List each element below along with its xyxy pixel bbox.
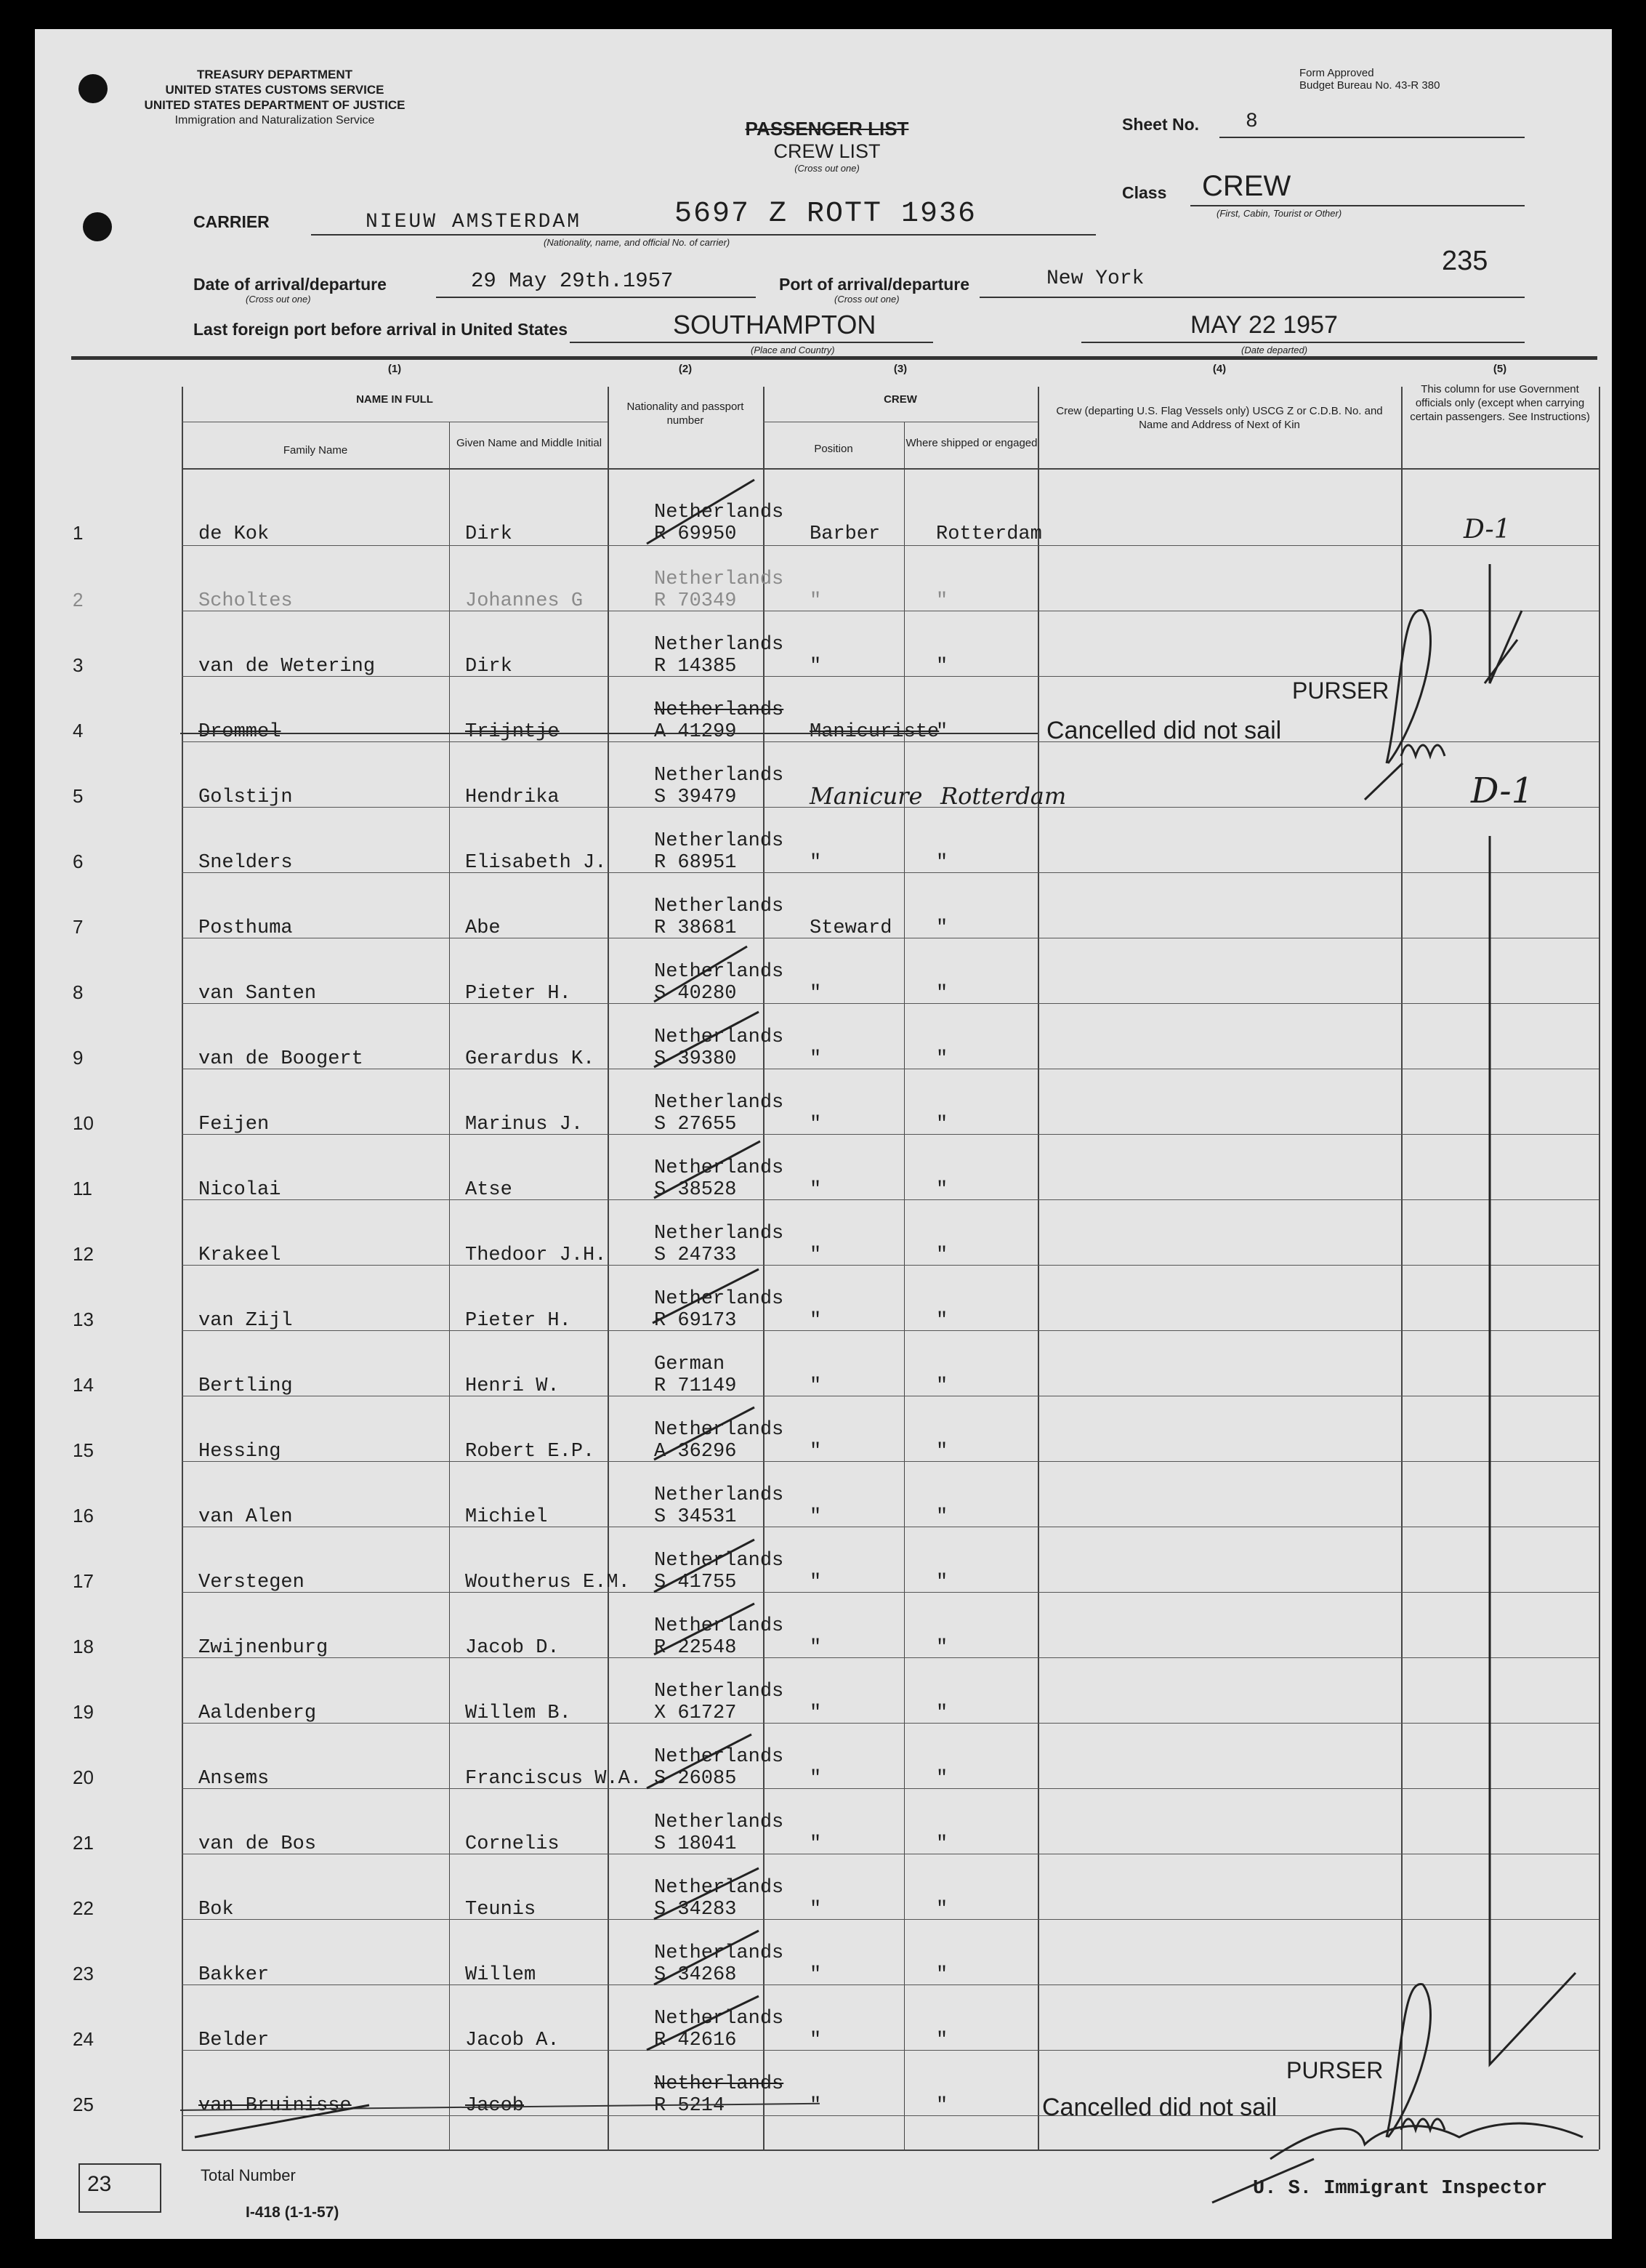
handwritten-strokes [35,29,1612,2239]
sheet-number: 8 [1246,110,1258,133]
agency-block: TREASURY DEPARTMENT UNITED STATES CUSTOMS SERVICE UNITED STATES DEPARTMENT OF JUSTICE Immigration and Naturalization Service [144,68,406,126]
port-label: Port of arrival/departure [779,275,970,294]
arrival-date: 29 May 29th.1957 [471,269,674,293]
column-header-kin: Crew (departing U.S. Flag Vessels only) USCG Z or C.D.B. No. and Name and Address of Next of Kin [1056,405,1383,431]
page-number: 235 [1442,246,1488,276]
carrier-label: CARRIER [193,212,270,231]
date-label: Date of arrival/departure [193,275,387,294]
carrier-name: NIEUW AMSTERDAM [366,211,582,233]
column-number: (1) [387,363,402,375]
class-label: Class [1122,183,1167,202]
cancelled-note: Cancelled did not sail [1046,717,1282,744]
column-header-shipped: Where shipped or engaged [905,437,1038,449]
purser-stamp: PURSER [1292,677,1389,704]
last-port: SOUTHAMPTON [673,310,876,339]
column-header-given: Given Name and Middle Initial [456,437,602,449]
total-value: 23 [87,2172,112,2196]
form-code: I-418 (1-1-57) [246,2204,339,2221]
list-title: PASSENGER LIST CREW LIST (Cross out one) [745,118,909,174]
column-number: (2) [678,363,693,375]
class-value: CREW [1202,170,1291,202]
arrival-port: New York [1046,268,1145,290]
total-label: Total Number [201,2166,296,2184]
column-header-name: NAME IN FULL [356,393,433,406]
handwritten-mark: D-1 [1464,515,1511,544]
column-header-crew: CREW [884,393,917,406]
column-header-officials: This column for use Government officials only (except when carrying certain passengers. See Instructions) [1410,383,1590,423]
sheet-label: Sheet No. [1122,115,1200,134]
column-header-nationality: Nationality and passport number [626,401,744,427]
cancelled-note: Cancelled did not sail [1042,2094,1278,2121]
handwritten-mark: D-1 [1471,771,1534,811]
document-page: TREASURY DEPARTMENT UNITED STATES CUSTOMS SERVICE UNITED STATES DEPARTMENT OF JUSTICE Immigration and Naturalization Service Form Approved Budget Bureau No. 43-R 380 PASSENGER LIST CREW LIST (Cross out one) Sheet No. 8 Class CREW (First, Cabin, Tourist or Other) CARRIER NIEUW AMSTERDAM 5697 Z ROTT 1936 (Nationality, name, and official No. of carrier) Date of arrival/departure (Cross out one) 29 May 29th.1957 Port of arrival/departure (Cross out one) New York 235 Last foreign port before arrival in United States SOUTHAMPTON (Place and Country) MAY 22 1957 (Date departed) (1) NAME IN FULL Family Name Given Name and Middle Initial (2) Nationality and passport number (3) CREW Position Where shipped or engaged (4) Crew (departing U.S. Flag Vessels only) USCG Z or C.D.B. No. and Name and Address of Next of Kin (5) This column for use Government officials only (except when carrying certain passengers. See Instructions) 1 de Kok Dirk Netherlands R 69950 Barber Rotterdam 2 Scholtes Johannes G Netherlands R 70349 " " 3 van de Wetering Dirk Netherlands R 14385 " " 4 Drommel Trijntje Netherlands A 41299 Manicuriste " 5 Golstijn Hendrika Netherlands S 39479 Manicure Rotterdam 6 Snelders Elisabeth J. Netherlands R 68951 " " 7 Posthuma Abe Netherlands R 38681 Steward " 8 van Santen Pieter H. Netherlands S 40280 " " 9 van de Boogert Gerardus K. Netherlands S 39380 " " 10 Feijen Marinus J. Netherlands S 27655 " " 11 Nicolai Atse Netherlands S 38528 " " 12 Krakeel Thedoor J.H. Netherlands S 24733 " " 13 van Zijl Pieter H. Netherlands R 69173 " " 14 Bertling Henri W. German R 71149 " " 15 Hessing Robert E.P. Netherlands A 36296 " " 16 van Alen Michiel Netherlands S 34531 " " 17 Verstegen Woutherus E.M. Netherlands S 41755 " " 18 Zwijnenburg Jacob D. Netherlands R 22548 " " 19 Aaldenberg Willem B. Netherlands X 61727 " " 20 Ansems Franciscus W.A. Netherlands S 26085 " " 21 van de Bos Cornelis Netherlands S 18041 " " 22 Bok Teunis Netherlands S 34283 " " 23 Bakker Willem Netherlands S 34268 " " 24 Belder Jacob A. Netherlands R 42616 " " 25 van Bruinisse Jacob Netherlands R 5214 " " Cancelled did not sail PURSER Cancelled did not sail PURSER D-1 D-1 23 Total Number I-418 (1-1-57) U. S. Immigrant Inspector [35,29,1612,2239]
form-approval: Form Approved Budget Bureau No. 43-R 380 [1299,67,1440,92]
column-number: (4) [1212,363,1227,375]
column-number: (5) [1493,363,1507,375]
column-header-family: Family Name [283,444,348,457]
last-port-label: Last foreign port before arrival in United States [193,320,568,339]
column-header-position: Position [814,443,853,455]
carrier-number: 5697 Z ROTT 1936 [674,198,977,230]
purser-stamp: PURSER [1286,2057,1384,2083]
departed-date: MAY 22 1957 [1190,311,1338,339]
column-number: (3) [893,363,908,375]
inspector-title: U. S. Immigrant Inspector [1253,2178,1548,2200]
